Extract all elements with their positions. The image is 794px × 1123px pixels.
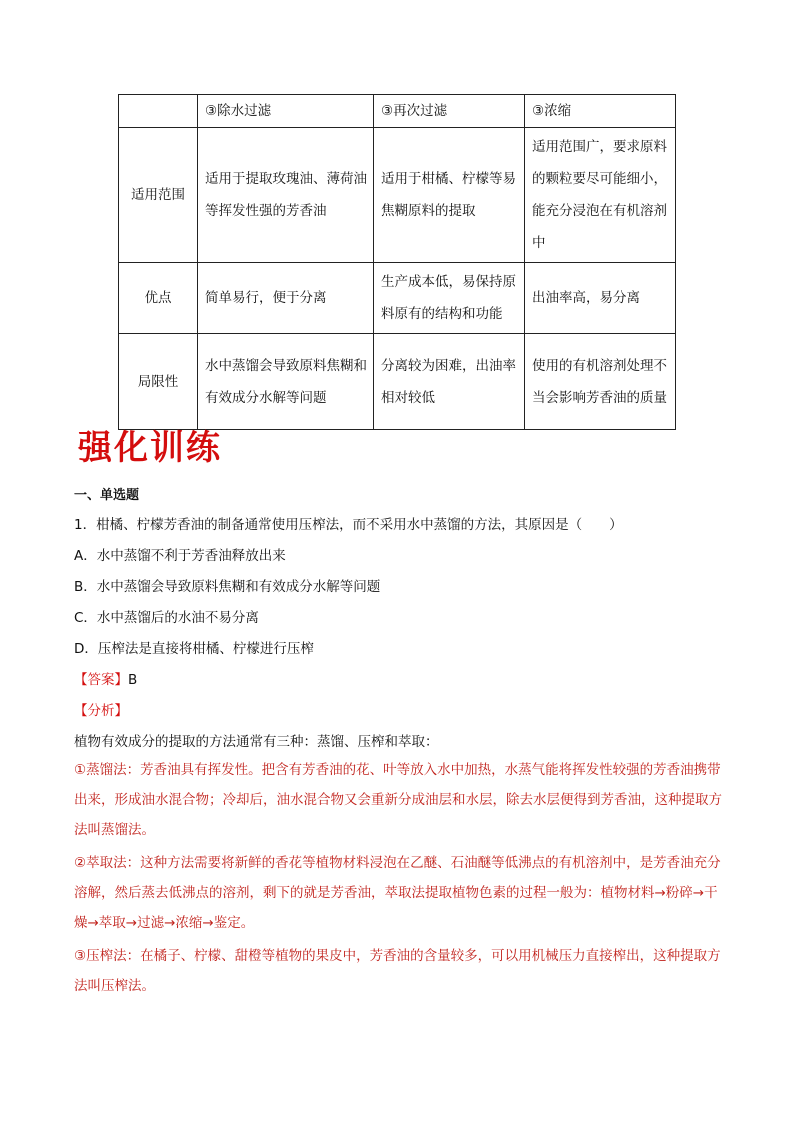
- method-pressing: ③压榨法：在橘子、柠檬、甜橙等植物的果皮中，芳香油的含量较多，可以用机械压力直接榨出，这种提取方法叫压榨法。: [74, 948, 721, 994]
- table-cell: 分离较为困难，出油率相对较低: [374, 334, 525, 430]
- row-label-scope: 适用范围: [119, 128, 198, 263]
- table-cell: 出油率高，易分离: [525, 263, 676, 334]
- comparison-table: [118, 94, 676, 430]
- answer-label: 【答案】: [74, 672, 128, 688]
- table-row-limitations: [119, 334, 676, 430]
- table-header-refilter: ③再次过滤: [374, 95, 525, 128]
- option-d: D．压榨法是直接将柑橘、柠檬进行压榨: [74, 641, 314, 657]
- table-cell: 生产成本低，易保持原料原有的结构和功能: [374, 263, 525, 334]
- analysis-intro: 植物有效成分的提取的方法通常有三种：蒸馏、压榨和萃取：: [74, 734, 439, 750]
- method-extraction: ②萃取法：这种方法需要将新鲜的香花等植物材料浸泡在乙醚、石油醚等低沸点的有机溶剂中，是芳香油充分溶解，然后蒸去低沸点的溶剂，剩下的就是芳香油，萃取法提取植物色素的过程一般为：植物材料→粉碎→干燥→萃取→过滤→浓缩→鉴定。: [74, 855, 721, 931]
- table-cell: 使用的有机溶剂处理不当会影响芳香油的质量: [525, 334, 676, 430]
- option-a: A．水中蒸馏不利于芳香油释放出来: [74, 548, 286, 564]
- option-b: B．水中蒸馏会导致原料焦糊和有效成分水解等问题: [74, 579, 381, 595]
- table-row-scope: [119, 128, 676, 263]
- row-label-limitations: 局限性: [119, 334, 198, 430]
- analysis-label: 【分析】: [74, 703, 128, 719]
- question-stem: 1．柑橘、柠檬芳香油的制备通常使用压榨法，而不采用水中蒸馏的方法，其原因是（ ）: [74, 517, 623, 533]
- table-cell: 水中蒸馏会导致原料焦糊和有效成分水解等问题: [198, 334, 374, 430]
- option-c: C．水中蒸馏后的水油不易分离: [74, 610, 259, 626]
- table-header-corner: [119, 95, 198, 128]
- exercise-content: [74, 486, 724, 1001]
- table-cell: 简单易行，便于分离: [198, 263, 374, 334]
- table-cell: 适用于提取玫瑰油、薄荷油等挥发性强的芳香油: [198, 128, 374, 263]
- answer-value: B: [128, 672, 138, 688]
- table-cell: 适用范围广，要求原料的颗粒要尽可能细小，能充分浸泡在有机溶剂中: [525, 128, 676, 263]
- section-title: 强化训练: [78, 428, 222, 468]
- table-header-dewater-filter: ③除水过滤: [198, 95, 374, 128]
- row-label-advantages: 优点: [119, 263, 198, 334]
- table-header-row: [119, 95, 676, 128]
- method-distillation: ①蒸馏法：芳香油具有挥发性。把含有芳香油的花、叶等放入水中加热，水蒸气能将挥发性较强的芳香油携带出来，形成油水混合物；冷却后，油水混合物又会重新分成油层和水层，除去水层便得到芳香油，这种提取方法叫蒸馏法。: [74, 762, 722, 838]
- answer-line: [74, 670, 724, 690]
- table-cell: 适用于柑橘、柠檬等易焦糊原料的提取: [374, 128, 525, 263]
- table-row-advantages: [119, 263, 676, 334]
- table-header-concentrate: ③浓缩: [525, 95, 676, 128]
- part-heading: 一、单选题: [74, 488, 140, 503]
